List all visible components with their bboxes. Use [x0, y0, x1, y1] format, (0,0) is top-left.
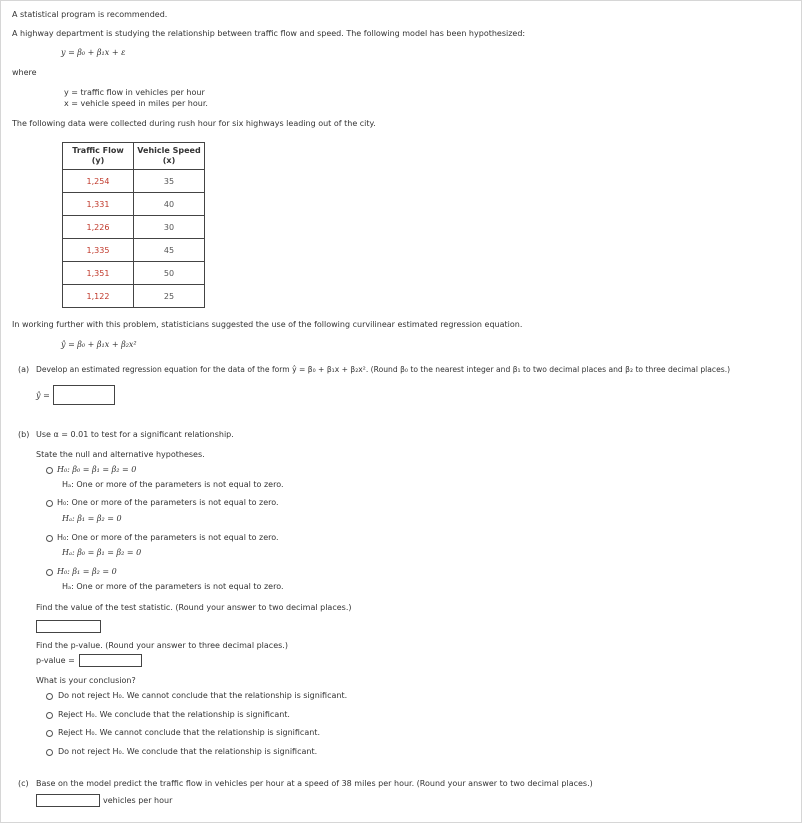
hypothesis-option-4-ha: Hₐ: One or more of the parameters is not equal to zero. [62, 582, 284, 591]
hypothesis-option-2-h0: H₀: One or more of the parameters is not equal to zero. [57, 498, 279, 507]
table-row [63, 285, 205, 308]
flow-cell: 1,351 [63, 262, 134, 285]
definition-x: x = vehicle speed in miles per hour. [64, 99, 208, 108]
y-hat-label: ŷ = [36, 391, 50, 400]
model-equation: y = β₀ + β₁x + ε [61, 48, 126, 57]
table-row [63, 193, 205, 216]
data-table [62, 142, 205, 308]
speed-cell: 50 [134, 262, 205, 285]
column-header-vehicle-speed: Vehicle Speed (x) [134, 143, 205, 170]
test-statistic-prompt: Find the value of the test statistic. (Round your answer to two decimal places.) [36, 603, 352, 612]
traffic-flow-prediction-input[interactable] [36, 794, 100, 807]
hypothesis-option-3-ha: Hₐ: β₀ = β₁ = β₂ = 0 [62, 548, 142, 557]
hypothesis-option-1-h0: H₀: β₀ = β₁ = β₂ = 0 [57, 465, 137, 474]
hypothesis-option-2-ha: Hₐ: β₁ = β₂ = 0 [62, 514, 122, 523]
speed-cell: 40 [134, 193, 205, 216]
flow-cell: 1,226 [63, 216, 134, 239]
flow-cell: 1,254 [63, 170, 134, 193]
hypothesis-option-4-h0: H₀: β₁ = β₂ = 0 [57, 567, 117, 576]
p-value-input[interactable] [79, 654, 142, 667]
hypothesis-option-3-h0: H₀: One or more of the parameters is not equal to zero. [57, 533, 279, 542]
hypothesis-option-3-radio[interactable] [46, 535, 53, 542]
part-c-prompt: Base on the model predict the traffic flow in vehicles per hour at a speed of 38 miles per hour. (Round your answer to two decimal places.) [36, 779, 593, 788]
part-a-prompt: Develop an estimated regression equation for the data of the form ŷ = β₀ + β₁x + β₂x². (Round β₀ to the nearest integer and β₁ to two decimal places and β₂ to three decimal places.) [36, 365, 731, 374]
test-statistic-input[interactable] [36, 620, 101, 633]
hypothesis-option-1-radio[interactable] [46, 467, 53, 474]
curvilinear-intro: In working further with this problem, statisticians suggested the use of the following curvilinear estimated regression equation. [12, 320, 523, 329]
flow-cell: 1,331 [63, 193, 134, 216]
conclusion-option-1-radio[interactable] [46, 693, 53, 700]
conclusion-option-1-label: Do not reject H₀. We cannot conclude that the relationship is significant. [58, 691, 348, 700]
conclusion-option-4-label: Do not reject H₀. We conclude that the relationship is significant. [58, 747, 318, 756]
flow-cell: 1,122 [63, 285, 134, 308]
curvilinear-equation: ŷ = β₀ + β₁x + β₂x² [61, 340, 137, 349]
table-row [63, 262, 205, 285]
where-label: where [12, 68, 37, 77]
p-value-prompt: Find the p-value. (Round your answer to three decimal places.) [36, 641, 288, 650]
unit-label: vehicles per hour [103, 796, 173, 805]
table-row [63, 239, 205, 262]
conclusion-option-3-radio[interactable] [46, 730, 53, 737]
p-value-label: p-value = [36, 656, 75, 665]
part-b-label: (b) [18, 430, 30, 439]
hypotheses-prompt: State the null and alternative hypotheses. [36, 450, 205, 459]
speed-cell: 30 [134, 216, 205, 239]
conclusion-option-4-radio[interactable] [46, 749, 53, 756]
definition-y: y = traffic flow in vehicles per hour [64, 88, 205, 97]
table-row [63, 216, 205, 239]
part-b-prompt: Use α = 0.01 to test for a significant relationship. [36, 430, 234, 439]
conclusion-option-2-label: Reject H₀. We conclude that the relationship is significant. [58, 710, 290, 719]
problem-statement: A highway department is studying the relationship between traffic flow and speed. The following model has been hypothesized: [12, 29, 526, 38]
speed-cell: 25 [134, 285, 205, 308]
data-intro: The following data were collected during rush hour for six highways leading out of the city. [12, 119, 376, 128]
table-header-row [63, 143, 205, 170]
column-header-traffic-flow: Traffic Flow (y) [63, 143, 134, 170]
speed-cell: 45 [134, 239, 205, 262]
hypothesis-option-2-radio[interactable] [46, 500, 53, 507]
conclusion-option-3-label: Reject H₀. We cannot conclude that the relationship is significant. [58, 728, 320, 737]
conclusion-prompt: What is your conclusion? [36, 676, 136, 685]
table-row [63, 170, 205, 193]
speed-cell: 35 [134, 170, 205, 193]
program-note: A statistical program is recommended. [12, 10, 168, 19]
flow-cell: 1,335 [63, 239, 134, 262]
part-a-label: (a) [18, 365, 30, 374]
regression-equation-input[interactable] [53, 385, 115, 405]
part-c-label: (c) [18, 779, 29, 788]
hypothesis-option-4-radio[interactable] [46, 569, 53, 576]
hypothesis-option-1-ha: Hₐ: One or more of the parameters is not equal to zero. [62, 480, 284, 489]
conclusion-option-2-radio[interactable] [46, 712, 53, 719]
